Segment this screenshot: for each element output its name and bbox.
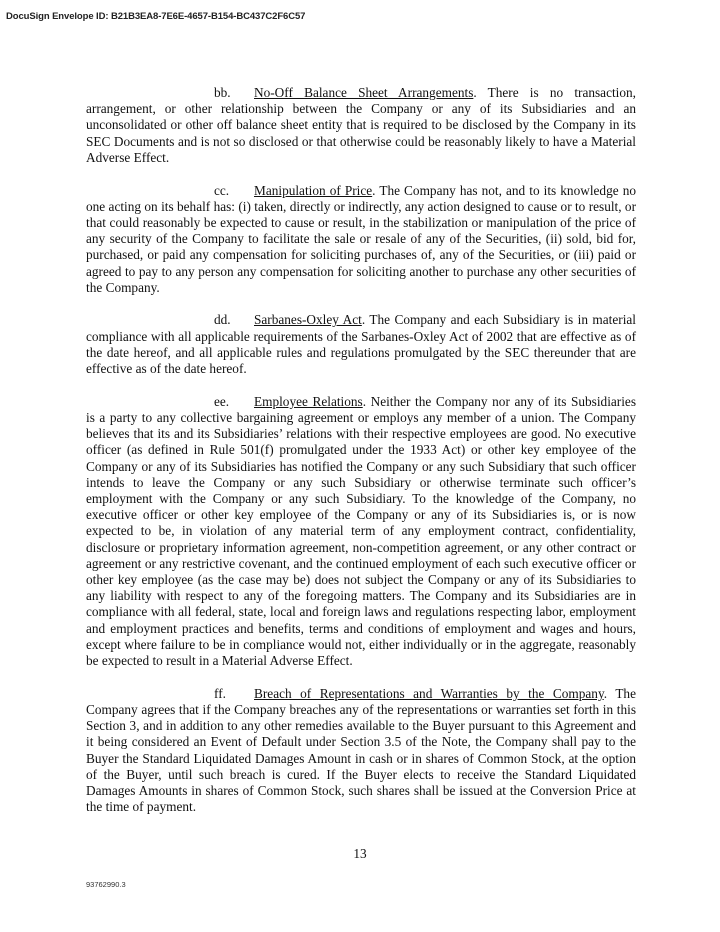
section-number: bb. — [214, 85, 231, 100]
section-heading: No-Off Balance Sheet Arrangements — [254, 85, 474, 100]
section-bb — [86, 85, 636, 166]
section-text: . Neither the Company nor any of its Subsidiaries is a party to any collective bargaining agreement or employs any member of a union. The Company believes that its and its Subsidiaries’ relations with their respective employees are good. No executive officer (as defined in Rule 501(f) promulgated under the 1933 Act) or other key employee of the Company or any of its Subsidiaries has notified the Company or any such Subsidiary that such officer intends to leave the Company or any such Subsidiary or otherwise terminate such officer’s employment with the Company or any such Subsidiary. To the knowledge of the Company, no executive officer or other key employee of the Company or any of its Subsidiaries is, or is now expected to be, in violation of any material term of any employment contract, confidentiality, disclosure or proprietary information agreement, non-competition agreement, or any other contract or agreement or any restrictive covenant, and the continued employment of each such executive officer or other key employee (as the case may be) does not subject the Company or any of its Subsidiaries to any liability with respect to any of the foregoing matters. The Company and its Subsidiaries are in compliance with all federal, state, local and foreign laws and regulations respecting labor, employment and employment practices and benefits, terms and conditions of employment and wages and hours, except where failure to be in compliance would not, either individually or in the aggregate, reasonably be expected to result in a Material Adverse Effect. — [86, 393, 636, 668]
section-ee — [86, 394, 636, 669]
section-dd — [86, 312, 636, 377]
page-number: 13 — [353, 846, 367, 861]
section-number: ee. — [214, 393, 230, 409]
document-id: 93762990.3 — [86, 880, 126, 889]
docusign-envelope-id: DocuSign Envelope ID: B21B3EA8-7E6E-4657-B154-BC437C2F6C57 — [6, 11, 306, 22]
section-heading: Sarbanes-Oxley Act — [254, 312, 362, 328]
section-heading: Breach of Representations and Warranties by the Company — [254, 685, 604, 701]
section-number: cc. — [214, 182, 230, 198]
section-text: . The Company has not, and to its knowledge no one acting on its behalf has: (i) taken, directly or indirectly, any action designed to cause or to result, or that could reasonably be expected to cause or result, in the stabilization or manipulation of the price of any security of the Company to facilitate the sale or resale of any of the Securities, (ii) sold, bid for, purchased, or paid any compensation for soliciting purchases of, any of the Securities, or (iii) paid or agreed to pay to any person any compensation for soliciting another to purchase any other securities of the Company. — [86, 182, 636, 295]
section-number: ff. — [214, 685, 226, 701]
section-text: . The Company and each Subsidiary is in material compliance with all applicable requirements of the Sarbanes-Oxley Act of 2002 that are effective as of the date hereof, and all applicable rules and regulations promulgated by the SEC thereunder that are effective as of the date hereof. — [86, 312, 636, 377]
section-text: . The Company agrees that if the Company breaches any of the representations or warranties set forth in this Section 3, and in addition to any other remedies available to the Buyer pursuant to this Agreement and it being considered an Event of Default under Section 3.5 of the Note, the Company shall pay to the Buyer the Standard Liquidated Damages Amount in cash or in shares of Common Stock, at the option of the Buyer, until such breach is cured. If the Buyer elects to receive the Standard Liquidated Damages Amounts in shares of Common Stock, such shares shall be issued at the Conversion Price at the time of payment. — [86, 685, 636, 815]
document-body — [86, 85, 636, 832]
section-heading: Employee Relations — [254, 393, 363, 409]
section-cc — [86, 183, 636, 296]
section-ff — [86, 686, 636, 816]
section-heading: Manipulation of Price — [254, 182, 373, 198]
section-number: dd. — [214, 312, 231, 328]
section-text: . There is no transaction, arrangement, or other relationship between the Company or any of its Subsidiaries and an unconsolidated or other off balance sheet entity that is required to be disclosed by the Company in its SEC Documents and is not so disclosed or that otherwise could be reasonably likely to have a Material Adverse Effect. — [86, 85, 636, 165]
